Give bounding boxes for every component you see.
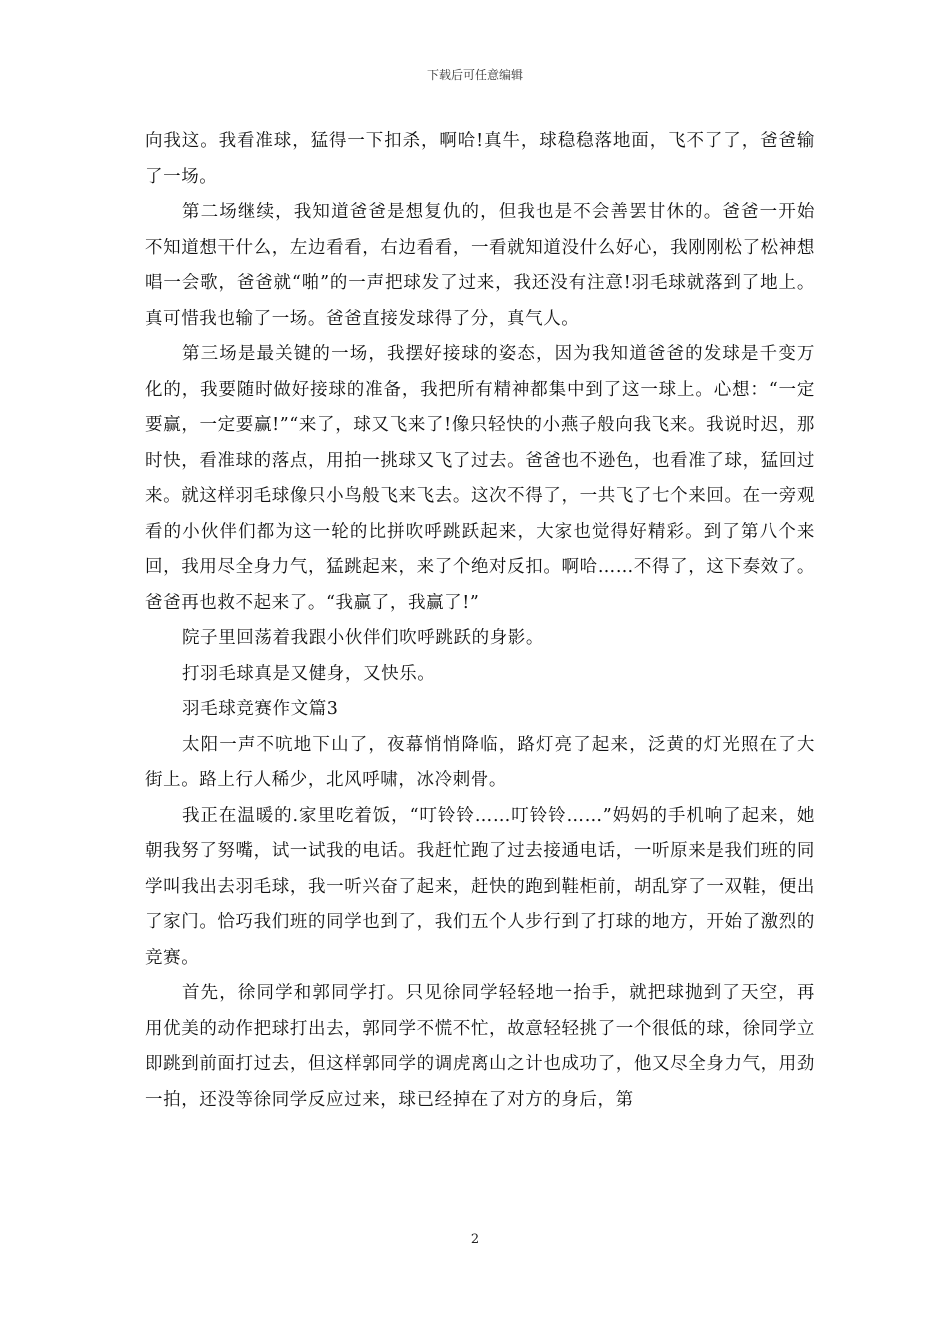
paragraph: 太阳一声不吭地下山了，夜幕悄悄降临，路灯亮了起来，泛黄的灯光照在了大街上。路上行人稀少，北风呼啸，冰冷刺骨。 — [145, 734, 815, 790]
paragraph: 打羽毛球真是又健身，又快乐。 — [182, 663, 436, 684]
page-header: 下载后可任意编辑 — [426, 68, 523, 82]
paragraph: 第二场继续，我知道爸爸是想复仇的，但我也是不会善罢甘休的。爸爸一开始不知道想干什么，左边看看，右边看看，一看就知道没什么好心，我刚刚松了松神想唱一会歌，爸爸就“啪”的一声把球发了过来，我还没有注意!羽毛球就落到了地上。真可惜我也输了一场。爸爸直接发球得了分，真气人。 — [145, 202, 815, 329]
paragraph: 第三场是最关键的一场，我摆好接球的姿态，因为我知道爸爸的发球是千变万化的，我要随时做好接球的准备，我把所有精神都集中到了这一球上。心想：“一定要赢，一定要赢!”“来了，球又飞来了!像只轻快的小燕子般向我飞来。我说时迟，那时快，看准球的落点，用拍一挑球又飞了过去。爸爸也不逊色，也看准了球，猛回过来。就这样羽毛球像只小鸟般飞来飞去。这次不得了，一共飞了七个来回。在一旁观看的小伙伴们都为这一轮的比拼吹呼跳跃起来，大家也觉得好精彩。到了第八个来回，我用尽全身力气，猛跳起来，来了个绝对反扣。啊哈……不得了，这下奏效了。爸爸再也救不起来了。“我赢了，我赢了!” — [145, 344, 815, 613]
paragraph: 首先，徐同学和郭同学打。只见徐同学轻轻地一抬手，就把球抛到了天空，再用优美的动作把球打出去，郭同学不慌不忙，故意轻轻挑了一个很低的球，徐同学立即跳到前面打过去，但这样郭同学的调虎离山之计也成功了，他又尽全身力气，用劲一拍，还没等徐同学反应过来，球已经掉在了对方的身后，第 — [145, 983, 815, 1110]
document-body — [145, 124, 815, 1118]
section-heading: 羽毛球竞赛作文篇3 — [182, 699, 339, 719]
page-number: 2 — [470, 1232, 480, 1247]
paragraph: 院子里回荡着我跟小伙伴们吹呼跳跃的身影。 — [182, 628, 544, 648]
paragraph: 我正在温暖的.家里吃着饭，“叮铃铃……叮铃铃……”妈妈的手机响了起来，她朝我努了努嘴，试一试我的电话。我赶忙跑了过去接通电话，一听原来是我们班的同学叫我出去羽毛球，我一听兴奋了起来，赶快的跑到鞋柜前，胡乱穿了一双鞋，便出了家门。恰巧我们班的同学也到了，我们五个人步行到了打球的地方，开始了激烈的竞赛。 — [145, 805, 815, 968]
paragraph: 向我这。我看准球，猛得一下扣杀，啊哈!真牛，球稳稳落地面，飞不了了，爸爸输了一场。 — [145, 131, 815, 187]
